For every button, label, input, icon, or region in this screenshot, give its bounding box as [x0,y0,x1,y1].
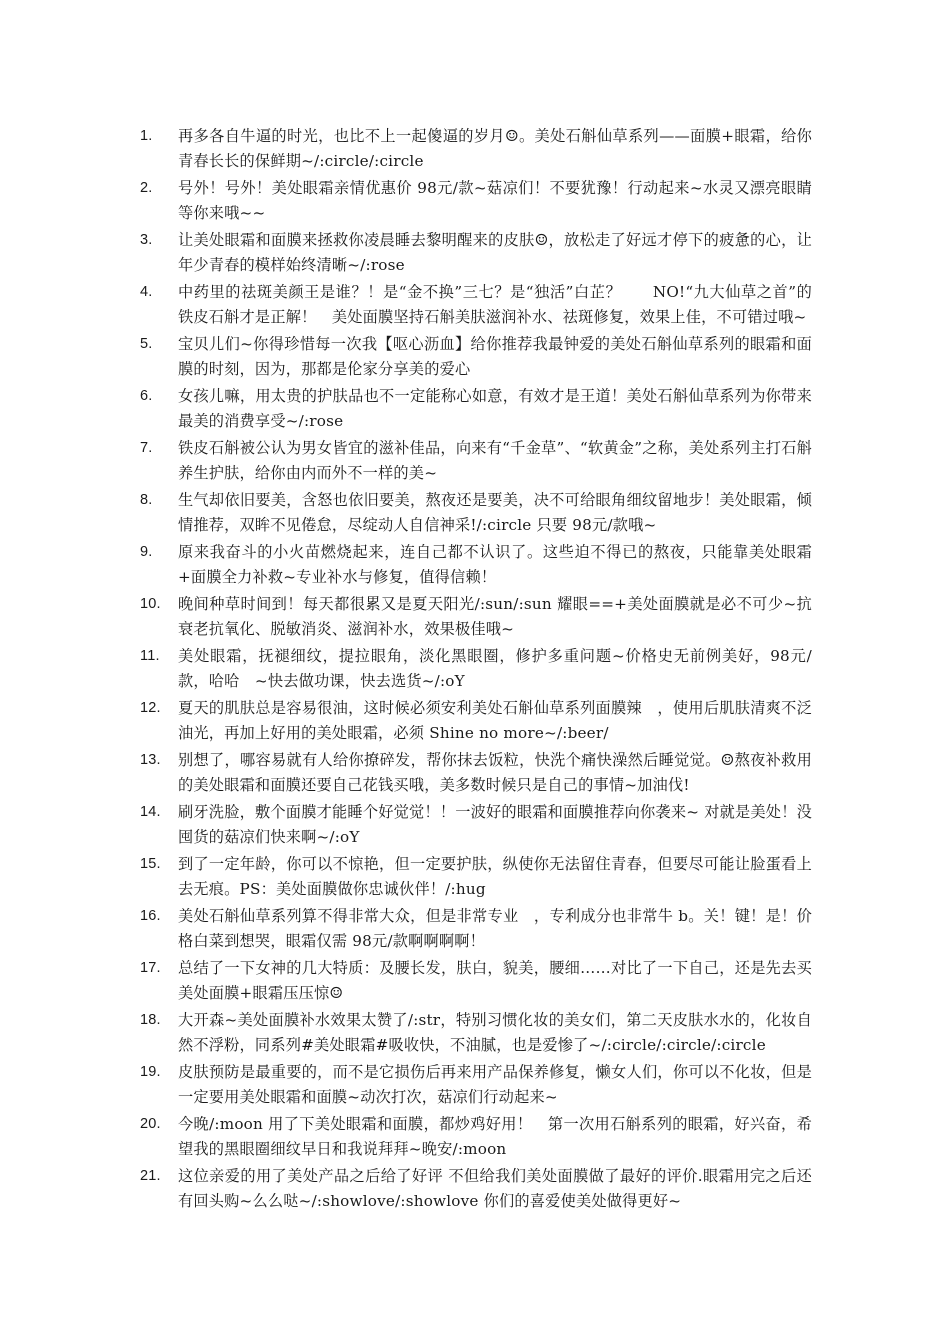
list-item [140,384,812,433]
list-number: 21. [140,1168,161,1184]
list-item [140,436,812,485]
list-item-text: 夏天的肌肤总是容易很油，这时候必须安利美处石斛仙草系列面膜辣 ，使用后肌肤清爽不泛油光，再加上好用的美处眼霜，必须 Shine no more~/:beer/ [178,699,812,742]
list-item [140,1008,812,1057]
list-item [140,228,812,277]
list-item-text: 皮肤预防是最重要的，而不是它损伤后再来用产品保养修复，懒女人们，你可以不化妆，但是一定要用美处眼霜和面膜~动次打次，菇凉们行动起来~ [178,1063,812,1106]
list-number: 9. [140,544,153,560]
numbered-list [140,124,812,1216]
list-item [140,800,812,849]
list-number: 1. [140,128,153,144]
list-number: 12. [140,700,161,716]
list-number: 15. [140,856,161,872]
list-number: 16. [140,908,161,924]
list-item-text: 到了一定年龄，你可以不惊艳，但一定要护肤，纵使你无法留住青春，但要尽可能让脸蛋看上去无痕。PS：美处面膜做你忠诚伙伴！/:hug [178,855,812,898]
list-number: 6. [140,388,153,404]
list-item [140,1164,812,1213]
list-item [140,956,812,1005]
list-item-text: 今晚/:moon 用了下美处眼霜和面膜，都炒鸡好用！ 第一次用石斛系列的眼霜，好兴奋，希望我的黑眼圈细纹早日和我说拜拜~晚安/:moon [178,1115,812,1158]
list-number: 11. [140,648,160,664]
list-item [140,904,812,953]
list-number: 2. [140,180,153,196]
list-item-text: 号外！号外！美处眼霜亲情优惠价 98元/款~菇凉们！不要犹豫！行动起来~水灵又漂亮眼睛等你来哦~~ [178,179,812,222]
list-number: 5. [140,336,153,352]
list-number: 19. [140,1064,161,1080]
list-number: 13. [140,752,161,768]
list-number: 3. [140,232,153,248]
list-item [140,748,812,797]
list-item-text: 让美处眼霜和面膜来拯救你凌晨睡去黎明醒来的皮肤☺，放松走了好远才停下的疲惫的心，让年少青春的模样始终清晰~/:rose [178,231,812,274]
list-item [140,280,812,329]
list-item [140,696,812,745]
list-item-text: 别想了，哪容易就有人给你撩碎发，帮你抹去饭粒，快洗个痛快澡然后睡觉觉。☺熬夜补救用的美处眼霜和面膜还要自己花钱买哦，美多数时候只是自己的事情~加油伐! [178,751,812,794]
list-item [140,592,812,641]
list-item [140,1060,812,1109]
list-number: 18. [140,1012,161,1028]
list-item [140,644,812,693]
list-number: 8. [140,492,153,508]
list-item [140,540,812,589]
list-item-text: 美处石斛仙草系列算不得非常大众，但是非常专业 ，专利成分也非常牛 b。关！键！是！价格白菜到想哭，眼霜仅需 98元/款啊啊啊啊！ [178,907,812,950]
list-item [140,124,812,173]
list-number: 14. [140,804,161,820]
list-number: 20. [140,1116,161,1132]
list-item-text: 晚间种草时间到！每天都很累又是夏天阳光/:sun/:sun 耀眼==+美处面膜就是必不可少~抗衰老抗氧化、脱敏消炎、滋润补水，效果极佳哦~ [178,595,812,638]
list-item [140,852,812,901]
list-item-text: 总结了一下女神的几大特质：及腰长发，肤白，貌美，腰细……对比了一下自己，还是先去买美处面膜+眼霜压压惊☺ [178,959,812,1002]
list-item [140,332,812,381]
list-item [140,488,812,537]
list-item-text: 大开森~美处面膜补水效果太赞了/:str，特别习惯化妆的美女们，第二天皮肤水水的，化妆自然不浮粉，同系列#美处眼霜#吸收快，不油腻，也是爱惨了~/:circle/:circle/:circle [178,1011,812,1054]
list-item [140,176,812,225]
list-item-text: 原来我奋斗的小火苗燃烧起来，连自己都不认识了。这些迫不得已的熬夜，只能靠美处眼霜+面膜全力补救~专业补水与修复，值得信赖！ [178,543,812,586]
list-number: 7. [140,440,153,456]
list-item-text: 中药里的祛斑美颜王是谁？！是“金不换”三七？是“独活”白芷？ NO!“九大仙草之首”的铁皮石斛才是正解！ 美处面膜坚持石斛美肤滋润补水、祛斑修复，效果上佳，不可错过哦~ [178,283,812,326]
list-item-text: 铁皮石斛被公认为男女皆宜的滋补佳品，向来有“千金草”、“软黄金”之称，美处系列主打石斛养生护肤，给你由内而外不一样的美~ [178,439,812,482]
list-item-text: 刷牙洗脸，敷个面膜才能睡个好觉觉！！一波好的眼霜和面膜推荐向你袭来~ 对就是美处！没囤货的菇凉们快来啊~/:oY [178,803,812,846]
list-number: 17. [140,960,161,976]
list-item-text: 再多各自牛逼的时光，也比不上一起傻逼的岁月☺。美处石斛仙草系列——面膜+眼霜，给你青春长长的保鲜期~/:circle/:circle [178,127,812,170]
list-number: 10. [140,596,161,612]
list-item-text: 美处眼霜，抚褪细纹，提拉眼角，淡化黑眼圈，修护多重问题~价格史无前例美好，98元/款，哈哈 ~快去做功课，快去选货~/:oY [178,647,812,690]
list-item-text: 宝贝儿们~你得珍惜每一次我【呕心沥血】给你推荐我最钟爱的美处石斛仙草系列的眼霜和面膜的时刻，因为，那都是伦家分享美的爱心 [178,335,812,378]
list-item-text: 生气却依旧要美，含怒也依旧要美，熬夜还是要美，决不可给眼角细纹留地步！美处眼霜，倾情推荐，双眸不见倦怠，尽绽动人自信神采!/:circle 只要 98元/款哦~ [178,491,812,534]
list-item-text: 女孩儿嘛，用太贵的护肤品也不一定能称心如意，有效才是王道！美处石斛仙草系列为你带来最美的消费享受~/:rose [178,387,812,430]
list-item-text: 这位亲爱的用了美处产品之后给了好评 不但给我们美处面膜做了最好的评价.眼霜用完之后还有回头购~么么哒~/:showlove/:showlove 你们的喜爱使美处做得更好~ [178,1167,812,1210]
list-item [140,1112,812,1161]
list-number: 4. [140,284,153,300]
